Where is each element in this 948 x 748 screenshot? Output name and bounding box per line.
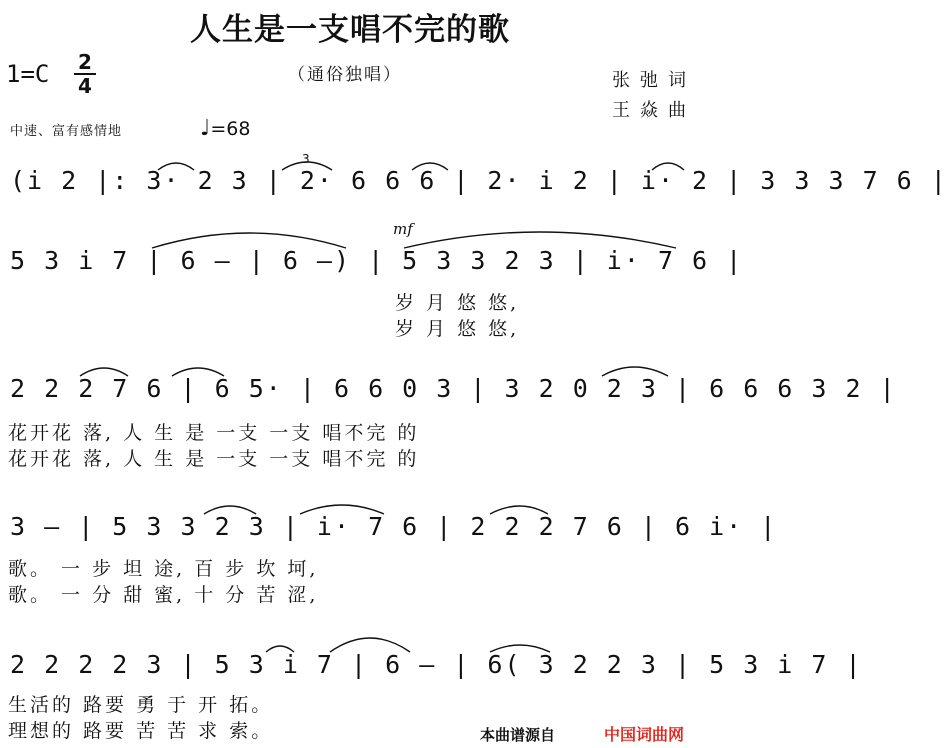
slur-arc xyxy=(80,368,128,376)
lyricist-credit: 张弛词 xyxy=(612,70,696,91)
notation-row-3: 2 2 2 7 6 | 6 5· | 6 6 0 3 | 3 2 0 2 3 | 6 6 6 3 2 | xyxy=(10,374,897,403)
composer-credit: 王焱曲 xyxy=(612,100,696,121)
site-name[interactable]: 中国词曲网 xyxy=(604,725,685,744)
lyric-row4-verse1: 歌。 一 步 坦 途, 百 步 坎 坷, xyxy=(8,558,319,580)
lyric-row5-verse1: 生活的 路要 勇 于 开 拓。 xyxy=(8,694,274,716)
slur-arc xyxy=(204,506,256,514)
song-title: 人生是一支唱不完的歌 xyxy=(190,12,510,48)
triplet-mark: 3 xyxy=(302,152,310,166)
lyric-row2-verse1: 岁 月 悠 悠, xyxy=(395,292,520,314)
slur-arc xyxy=(300,505,384,514)
slur-arc xyxy=(266,646,294,652)
slur-arc xyxy=(282,162,332,170)
slur-arc xyxy=(652,163,684,170)
notation-row-2: 5 3 i 7 | 6 — | 6 —) | 5 3 3 2 3 | i· 7 6 | xyxy=(10,246,744,275)
performance-style: （通俗独唱） xyxy=(288,65,402,85)
slur-arc xyxy=(152,233,346,248)
lyric-row3-verse1: 花开花 落, 人 生 是 一支 一支 唱不完 的 xyxy=(8,422,420,444)
lyric-row5-verse2: 理想的 路要 苦 苦 求 索。 xyxy=(8,720,274,742)
notation-row-1: (i 2 |: 3· 2 3 | 2· 6 6 6 | 2· i 2 | i· 2 | 3 3 3 7 6 | xyxy=(10,166,948,195)
slur-arc xyxy=(330,638,410,652)
slur-arc xyxy=(602,367,668,376)
time-bottom: 4 xyxy=(78,74,92,98)
slur-arc xyxy=(412,163,448,170)
slur-arc xyxy=(172,368,224,376)
lyric-row2-verse2: 岁 月 悠 悠, xyxy=(395,318,520,340)
key-signature: 1=C xyxy=(6,60,50,88)
source-credit: 本曲谱源自 xyxy=(480,726,556,744)
dynamic-marking: mf xyxy=(393,220,413,238)
lyric-row3-verse2: 花开花 落, 人 生 是 一支 一支 唱不完 的 xyxy=(8,448,420,470)
notation-row-4: 3 — | 5 3 3 2 3 | i· 7 6 | 2 2 2 7 6 | 6 i· | xyxy=(10,512,778,541)
time-top: 2 xyxy=(78,50,92,74)
notation-row-5: 2 2 2 2 3 | 5 3 i 7 | 6 — | 6( 3 2 2 3 | 5 3 i 7 | xyxy=(10,650,863,679)
slur-arc xyxy=(490,645,550,652)
tempo-text: 中速、富有感情地 xyxy=(10,124,123,139)
quarter-note-icon: ♩ xyxy=(200,116,211,141)
slur-arc xyxy=(158,163,194,170)
metronome-value: =68 xyxy=(210,118,251,140)
slur-arc xyxy=(490,506,548,514)
slur-arc xyxy=(404,232,676,248)
lyric-row4-verse2: 歌。 一 分 甜 蜜, 十 分 苦 涩, xyxy=(8,584,319,606)
